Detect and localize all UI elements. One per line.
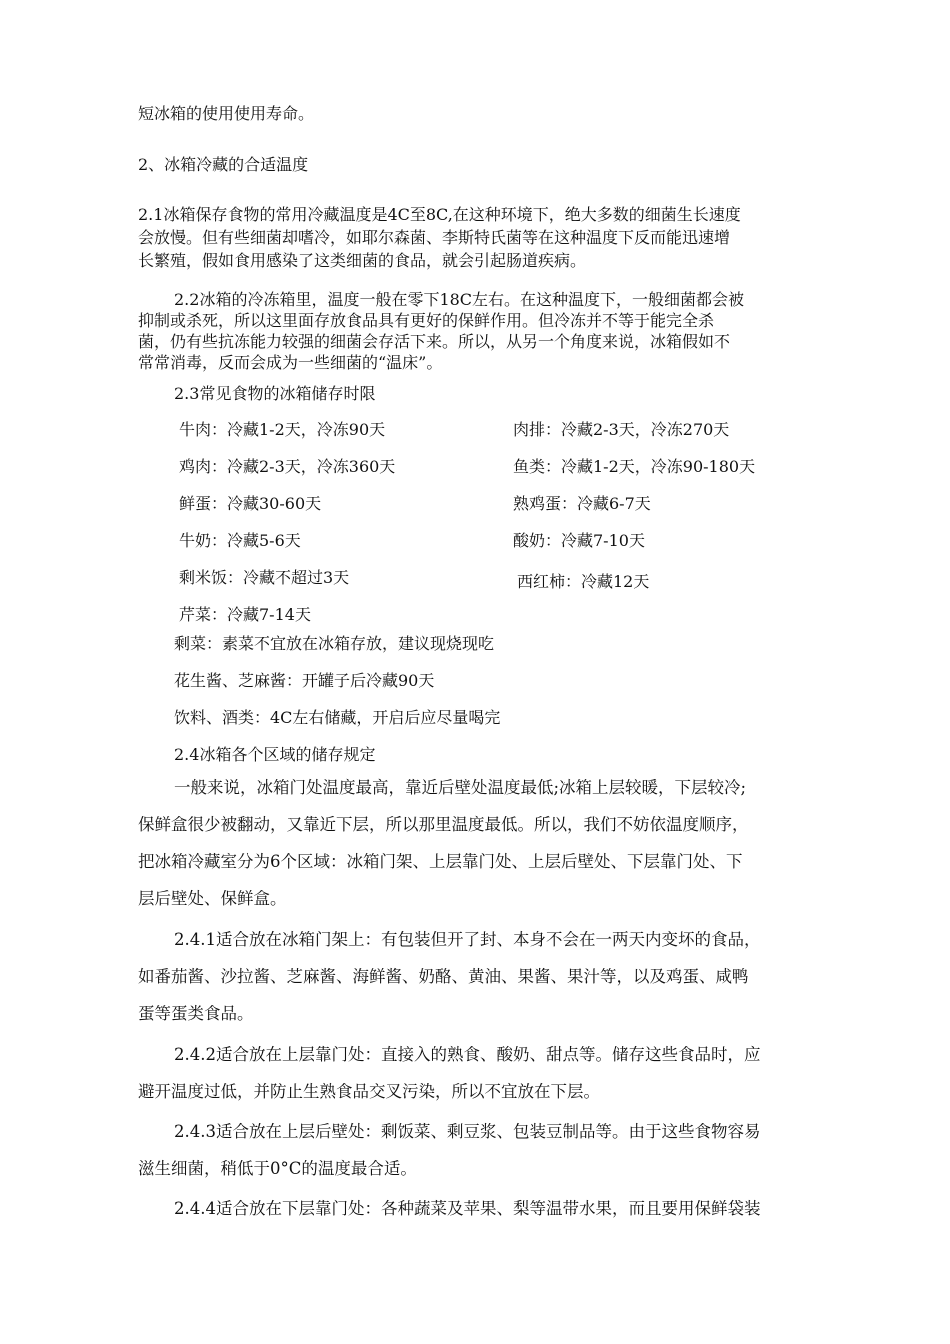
text-line: 抑制或杀死，所以这里面存放食品具有更好的保鲜作用。但冷冻并不等于能完全杀 (138, 311, 715, 330)
text-line: 滋生细菌，稍低于0°C的温度最合适。 (138, 1159, 417, 1178)
storage-item: 鸡肉：冷藏2-3天，冷冻360天 (179, 457, 396, 476)
text-line: 如番茄酱、沙拉酱、芝麻酱、海鲜酱、奶酪、黄油、果酱、果汁等，以及鸡蛋、咸鸭 (138, 967, 749, 986)
storage-item: 花生酱、芝麻酱：开罐子后冷藏90天 (174, 671, 435, 690)
text-line: 会放慢。但有些细菌却嗜冷，如耶尔森菌、李斯特氏菌等在这种温度下反而能迅速增 (138, 228, 731, 247)
storage-item: 芹菜：冷藏7-14天 (179, 605, 311, 624)
storage-item: 肉排：冷藏2-3天，冷冻270天 (513, 420, 730, 439)
text-line: 一般来说，冰箱门处温度最高，靠近后壁处温度最低;冰箱上层较暖，下层较冷; (174, 778, 747, 797)
subsection-heading: 2.4冰箱各个区域的储存规定 (174, 745, 376, 764)
section-heading: 2、冰箱冷藏的合适温度 (138, 155, 309, 174)
text-line: 2.4.1适合放在冰箱门架上：有包装但开了封、本身不会在一两天内变坏的食品， (174, 930, 761, 949)
storage-item: 鲜蛋：冷藏30-60天 (179, 494, 322, 513)
storage-item: 熟鸡蛋：冷藏6-7天 (513, 494, 651, 513)
subsection-heading: 2.3常见食物的冰箱储存时限 (174, 384, 376, 403)
storage-item: 剩米饭：冷藏不超过3天 (179, 568, 350, 587)
text-line: 避开温度过低，并防止生熟食品交叉污染，所以不宜放在下层。 (138, 1082, 600, 1101)
text-line: 常常消毒，反而会成为一些细菌的“温床”。 (138, 353, 443, 372)
storage-item: 饮料、酒类：4C左右储藏，开启后应尽量喝完 (174, 708, 501, 727)
storage-item: 鱼类：冷藏1-2天，冷冻90-180天 (513, 457, 756, 476)
text-line: 2.4.2适合放在上层靠门处：直接入的熟食、酸奶、甜点等。储存这些食品时，应 (174, 1045, 761, 1064)
text-line: 2.1冰箱保存食物的常用冷藏温度是4C至8C,在这种环境下，绝大多数的细菌生长速度 (138, 205, 741, 224)
text-line: 蛋等蛋类食品。 (138, 1004, 254, 1023)
text-line: 2.4.3适合放在上层后壁处：剩饭菜、剩豆浆、包装豆制品等。由于这些食物容易 (174, 1122, 761, 1141)
text-line: 保鲜盒很少被翻动，又靠近下层，所以那里温度最低。所以，我们不妨依温度顺序， (138, 815, 749, 834)
text-line: 层后壁处、保鲜盒。 (138, 889, 287, 908)
text-line: 短冰箱的使用使用寿命。 (138, 104, 315, 123)
storage-item: 牛奶：冷藏5-6天 (179, 531, 301, 550)
text-line: 菌，仍有些抗冻能力较强的细菌会存活下来。所以，从另一个角度来说，冰箱假如不 (138, 332, 731, 351)
storage-item: 牛肉：冷藏1-2天，冷冻90天 (179, 420, 386, 439)
storage-item: 西红柿：冷藏12天 (517, 572, 650, 591)
text-line: 把冰箱冷藏室分为6个区域：冰箱门架、上层靠门处、上层后壁处、下层靠门处、下 (138, 852, 743, 871)
text-line: 2.2冰箱的冷冻箱里，温度一般在零下18C左右。在这种温度下，一般细菌都会被 (174, 290, 745, 309)
storage-item: 剩菜：素菜不宜放在冰箱存放，建议现烧现吃 (174, 634, 495, 653)
text-line: 长繁殖，假如食用感染了这类细菌的食品，就会引起肠道疾病。 (138, 251, 587, 270)
text-line: 2.4.4适合放在下层靠门处：各种蔬菜及苹果、梨等温带水果，而且要用保鲜袋装 (174, 1199, 761, 1218)
storage-item: 酸奶：冷藏7-10天 (513, 531, 645, 550)
